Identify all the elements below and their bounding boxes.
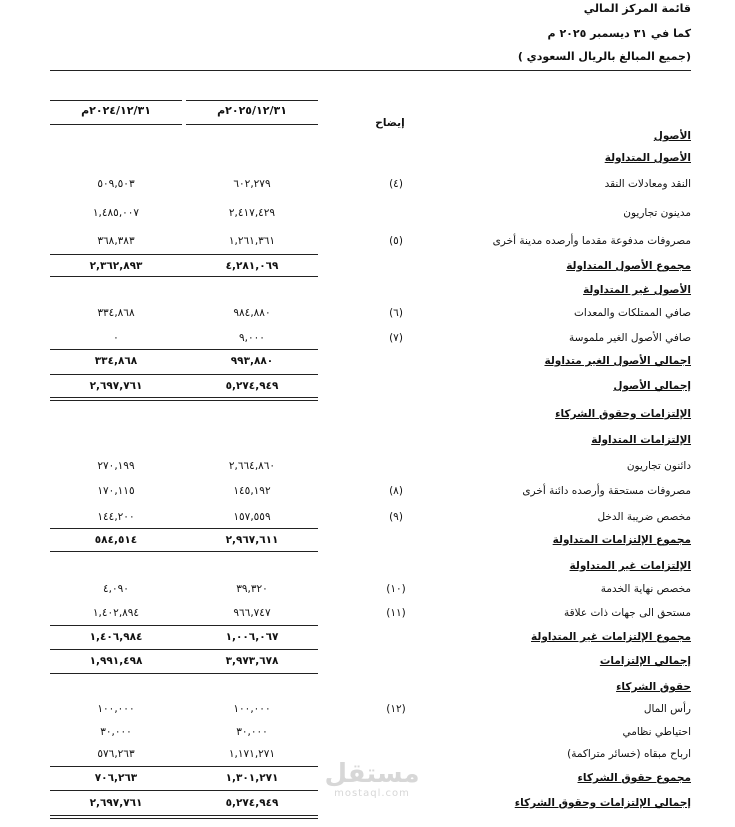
row-label: الإلتزامات غير المتداولة: [569, 560, 691, 572]
value-2025: ٥,٢٧٤,٩٤٩: [225, 797, 279, 809]
row-note: (٩): [389, 511, 403, 523]
row-label: مجموع الإلتزامات غير المتداولة: [531, 631, 691, 643]
subtotal-line: [50, 625, 318, 626]
row-label: مجموع الأصول المتداولة: [566, 260, 691, 272]
value-2024: ٥٧٦,٢٦٣: [97, 748, 135, 760]
value-2024: ١٧٠,١١٥: [97, 485, 135, 497]
row-label: مخصص ضريبة الدخل: [597, 511, 691, 523]
statement-row: [0, 405, 735, 423]
value-2025: ٢,٤١٧,٤٢٩: [228, 207, 276, 219]
row-label: الأصول غير المتداولة: [583, 284, 691, 296]
header-divider: [50, 70, 691, 71]
value-2025: ٤,٢٨١,٠٦٩: [225, 260, 279, 272]
value-2024: ٣٠,٠٠٠: [100, 726, 132, 738]
value-2025: ٩٨٤,٨٨٠: [233, 307, 271, 319]
value-2025: ٣,٩٧٣,٦٧٨: [225, 655, 279, 667]
row-label: مصروفات مدفوعة مقدما وأرصده مدينة أخرى: [492, 235, 691, 247]
total-line: [50, 790, 318, 791]
row-label: ارباح مبقاه (خسائر متراكمة): [567, 748, 691, 760]
statement-row: [0, 127, 735, 145]
row-label: حقوق الشركاء: [616, 681, 691, 693]
column-2025-topline: [186, 100, 318, 101]
row-note: (٤): [389, 178, 403, 190]
value-2025: ١٠٠,٠٠٠: [233, 703, 271, 715]
value-2024: ٥٨٤,٥١٤: [94, 534, 138, 546]
statement-row: [0, 431, 735, 449]
column-2024-topline: [50, 100, 182, 101]
total-line: [50, 276, 318, 277]
row-label: مجموع حقوق الشركاء: [577, 772, 691, 784]
watermark: [322, 760, 422, 799]
subtotal-line: [50, 649, 318, 650]
statement-row: [0, 281, 735, 299]
value-2024: ٤,٠٩٠: [103, 583, 129, 595]
value-2024: ٢,٦٩٧,٧٦١: [89, 380, 143, 392]
value-2025: ٣٩,٣٢٠: [236, 583, 268, 595]
column-2024-underline: [50, 124, 182, 125]
value-2024: ٥٠٩,٥٠٣: [97, 178, 135, 190]
value-2025: ٦٠٢,٢٧٩: [233, 178, 271, 190]
value-2025: ٢,٦٦٤,٨٦٠: [228, 460, 276, 472]
row-label: إجمالي الإلتزامات وحقوق الشركاء: [514, 797, 691, 809]
column-header-note: إيضاح: [375, 117, 405, 129]
value-2025: ٩٦٦,٧٤٧: [233, 607, 271, 619]
value-2025: ٩,٠٠٠: [239, 332, 265, 344]
row-label: دائنون تجاريون: [626, 460, 691, 472]
value-2024: ١٠٠,٠٠٠: [97, 703, 135, 715]
row-label: مدينون تجاريون: [623, 207, 691, 219]
statement-row: [0, 352, 735, 370]
row-note: (١٢): [386, 703, 406, 715]
value-2024: ٣٦٨,٣٨٣: [97, 235, 135, 247]
column-header-2024: ٢٠٢٤/١٢/٣١م: [81, 104, 151, 117]
value-2024: ١٤٤,٢٠٠: [97, 511, 135, 523]
row-label: الإلتزامات المتداولة: [591, 434, 691, 446]
subtotal-line: [50, 374, 318, 375]
row-label: إجمالي الأصول: [613, 380, 691, 392]
row-label: رأس المال: [643, 703, 691, 715]
statement-row: [0, 329, 735, 347]
statement-row: [0, 557, 735, 575]
row-label: إجمالي الإلتزامات: [599, 655, 691, 667]
row-note: (٥): [389, 235, 403, 247]
value-2024: ١,٤٠٦,٩٨٤: [89, 631, 143, 643]
value-2024: ٧٠٦,٢٦٣: [94, 772, 138, 784]
watermark-latin: mostaql.com: [334, 788, 410, 799]
subtotal-line: [50, 766, 318, 767]
row-label: مخصص نهاية الخدمة: [600, 583, 691, 595]
value-2024: ٢٧٠,١٩٩: [97, 460, 135, 472]
row-note: (٨): [389, 485, 403, 497]
subtotal-line: [50, 528, 318, 529]
column-header-2025: ٢٠٢٥/١٢/٣١م: [217, 104, 287, 117]
value-2025: ٩٩٣,٨٨٠: [230, 355, 274, 367]
row-label: صافي الأصول الغير ملموسة: [569, 332, 691, 344]
grand-total-double-line: [50, 397, 318, 401]
total-line: [50, 673, 318, 674]
row-label: اجمالي الأصول الغير متداولة: [544, 355, 691, 367]
column-2025-underline: [186, 124, 318, 125]
statement-row: [0, 204, 735, 222]
value-2024: ٢,٦٩٧,٧٦١: [89, 797, 143, 809]
statement-title: قائمة المركز المالي: [583, 2, 691, 15]
statement-row: [0, 678, 735, 696]
value-2025: ٥,٢٧٤,٩٤٩: [225, 380, 279, 392]
grand-total-double-line: [50, 815, 318, 819]
value-2025: ١,١٧١,٢٧١: [228, 748, 276, 760]
row-label: الأصول: [653, 130, 691, 142]
row-note: (١١): [386, 607, 406, 619]
statement-date: كما في ٣١ ديسمبر ٢٠٢٥ م: [547, 27, 691, 40]
row-label: صافي الممتلكات والمعدات: [574, 307, 691, 319]
statement-row: [0, 457, 735, 475]
watermark-arabic: مستقل: [324, 759, 420, 789]
row-note: (١٠): [386, 583, 406, 595]
value-2024: ١,٩٩١,٤٩٨: [89, 655, 143, 667]
statement-row: [0, 482, 735, 500]
statement-row: [0, 628, 735, 646]
row-label: مستحق الى جهات ذات علاقة: [564, 607, 691, 619]
total-line: [50, 551, 318, 552]
value-2024: ٠: [113, 332, 119, 344]
row-note: (٦): [389, 307, 403, 319]
statement-row: [0, 531, 735, 549]
value-2025: ١٤٥,١٩٢: [233, 485, 271, 497]
statement-row: [0, 652, 735, 670]
subtotal-line: [50, 254, 318, 255]
value-2024: ٢,٣٦٢,٨٩٣: [89, 260, 143, 272]
statement-row: [0, 257, 735, 275]
value-2025: ١,٢٦١,٣٦١: [228, 235, 276, 247]
value-2024: ١,٤٠٢,٨٩٤: [92, 607, 140, 619]
value-2024: ١,٤٨٥,٠٠٧: [92, 207, 140, 219]
value-2025: ٣٠,٠٠٠: [236, 726, 268, 738]
row-label: الإلتزامات وحقوق الشركاء: [555, 408, 691, 420]
statement-row: [0, 304, 735, 322]
statement-row: [0, 508, 735, 526]
row-note: (٧): [389, 332, 403, 344]
value-2025: ١,٣٠١,٢٧١: [225, 772, 279, 784]
row-label: النقد ومعادلات النقد: [604, 178, 691, 190]
statement-row: [0, 580, 735, 598]
value-2024: ٣٣٤,٨٦٨: [97, 307, 135, 319]
row-label: مصروفات مستحقة وأرصده دائنة أخرى: [522, 485, 691, 497]
currency-note: (جميع المبالغ بالريال السعودي ): [517, 50, 691, 63]
value-2025: ١,٠٠٦,٠٦٧: [225, 631, 279, 643]
value-2024: ٣٣٤,٨٦٨: [94, 355, 138, 367]
statement-row: [0, 700, 735, 718]
value-2025: ٢,٩٦٧,٦١١: [225, 534, 279, 546]
row-label: الأصول المتداولة: [604, 152, 691, 164]
value-2025: ١٥٧,٥٥٩: [233, 511, 271, 523]
statement-row: [0, 377, 735, 395]
statement-row: [0, 604, 735, 622]
statement-row: [0, 175, 735, 193]
statement-row: [0, 723, 735, 741]
row-label: مجموع الإلتزامات المتداولة: [552, 534, 691, 546]
statement-row: [0, 232, 735, 250]
statement-row: [0, 149, 735, 167]
subtotal-line: [50, 349, 318, 350]
row-label: احتياطي نظامي: [622, 726, 691, 738]
